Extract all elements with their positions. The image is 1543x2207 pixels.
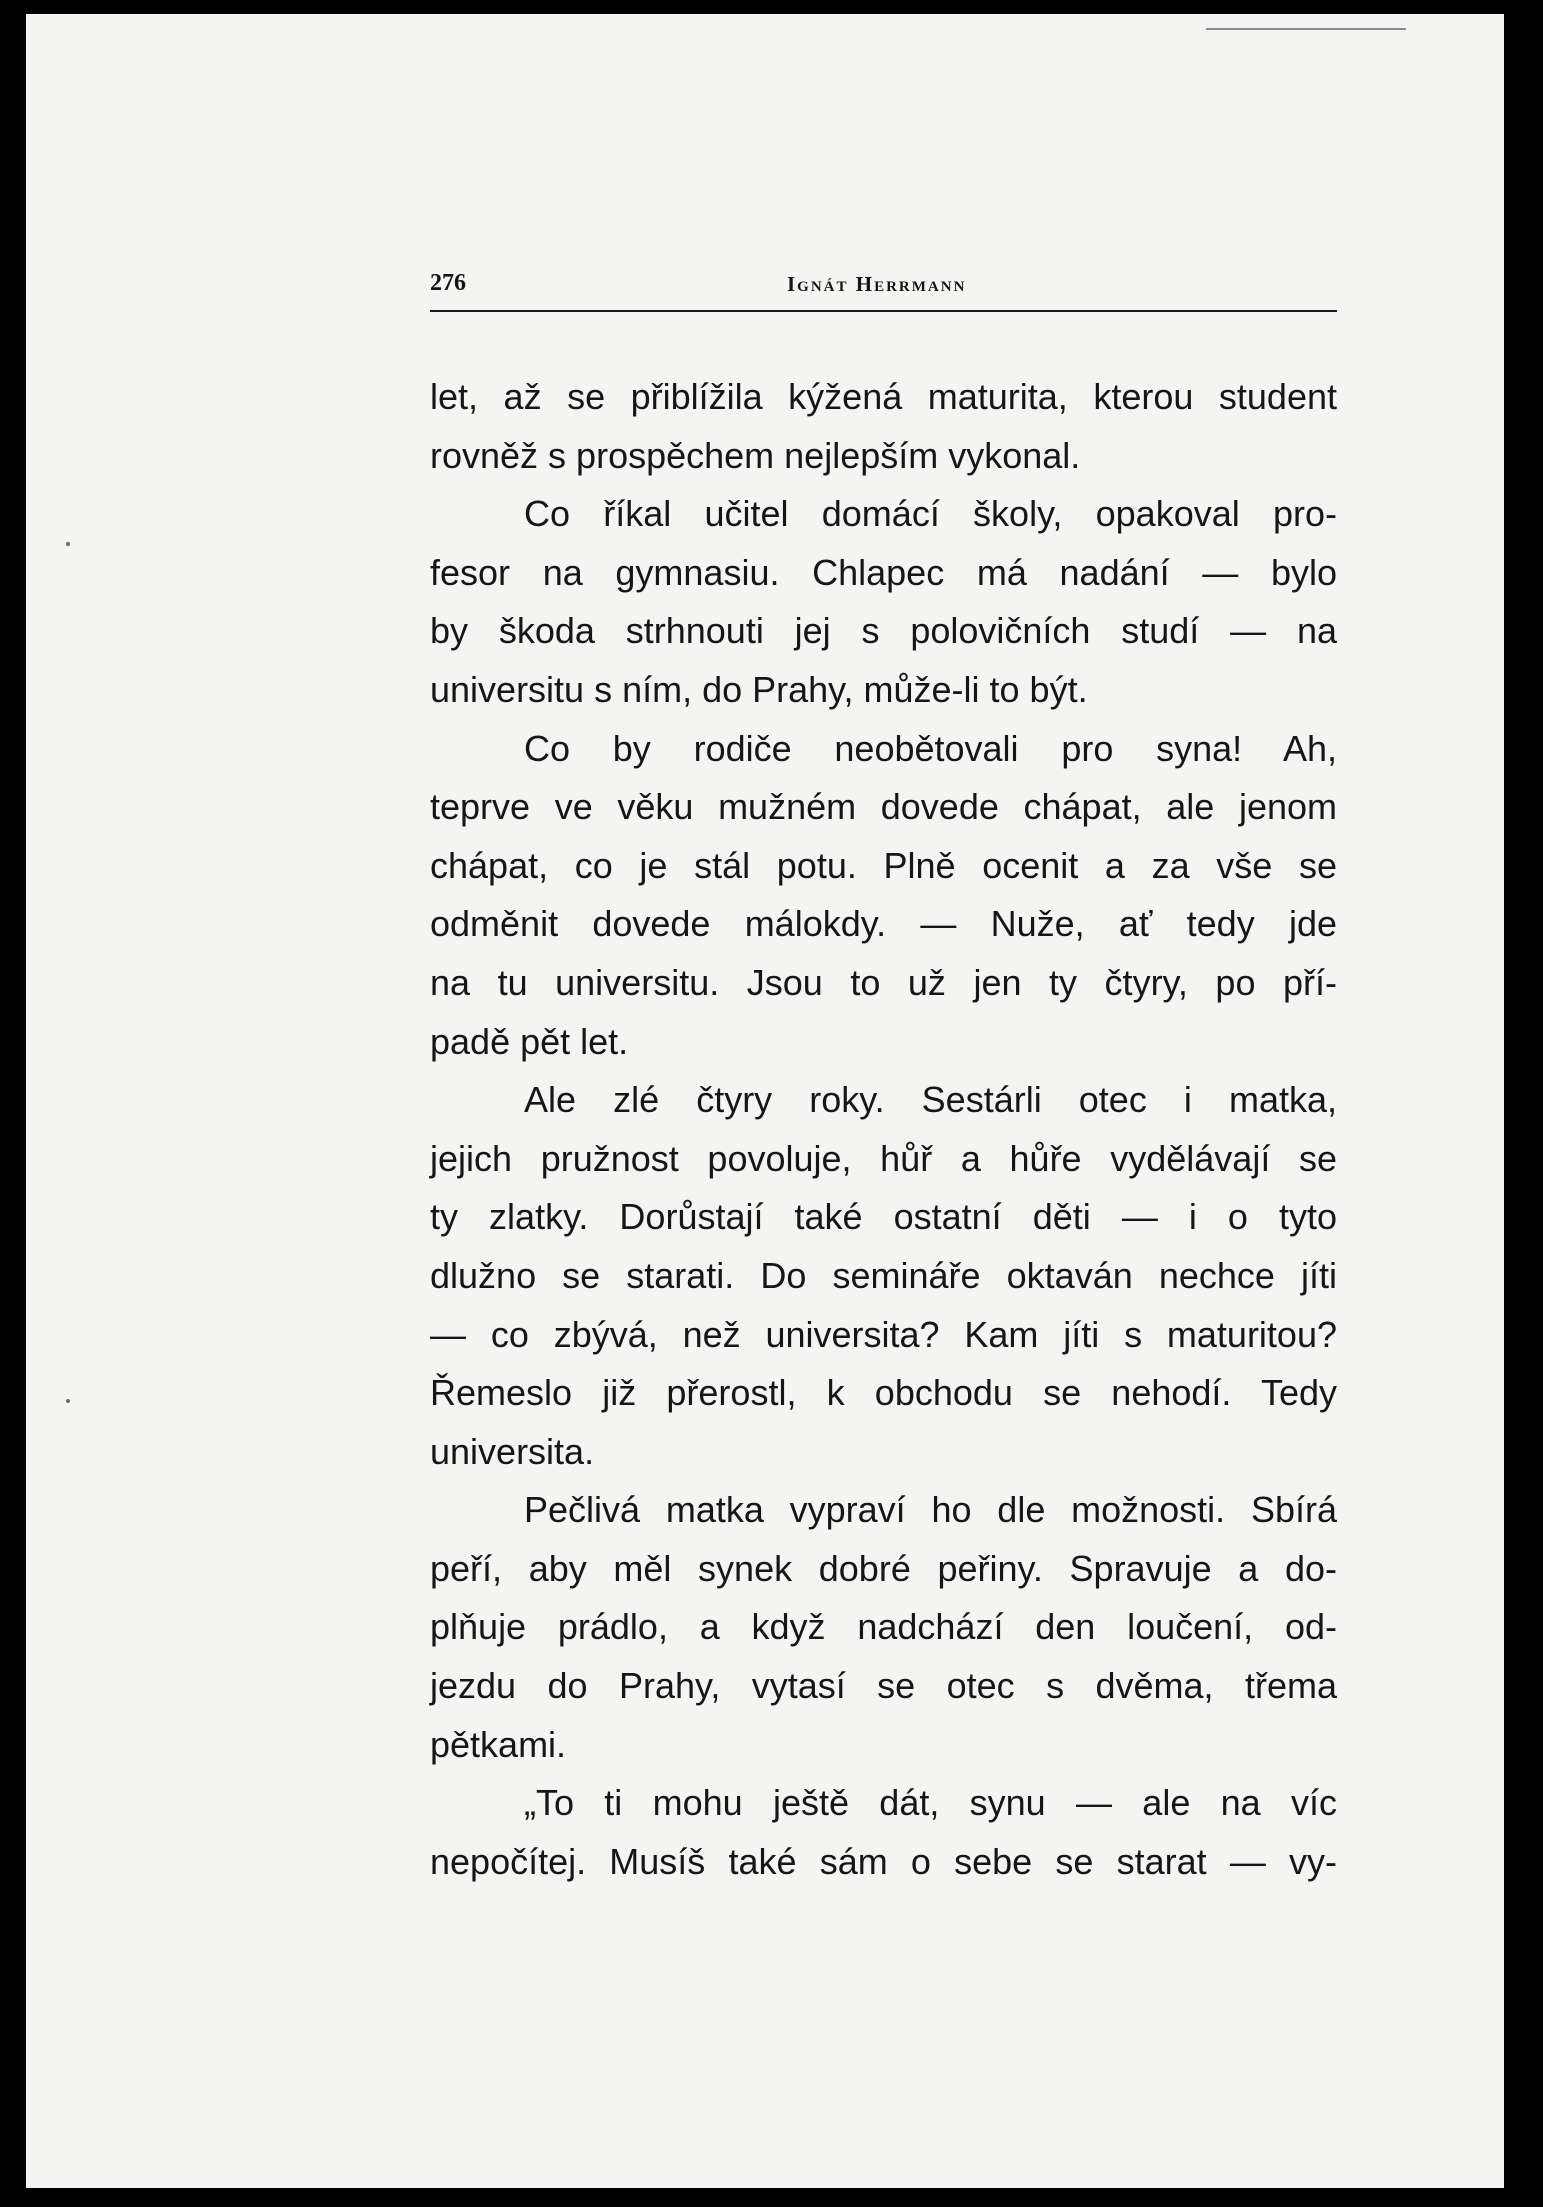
text-line: ty zlatky. Dorůstají také ostatní děti — i o tyto [430, 1196, 1337, 1238]
running-head: Ignát Herrmann [787, 272, 967, 296]
body-text [430, 368, 1337, 1891]
text-line: odměnit dovede málokdy. — Nuže, ať tedy jde [430, 903, 1337, 945]
text-line: jejich pružnost povoluje, hůř a hůře vydělávají se [430, 1137, 1337, 1179]
text-line: let, až se přiblížila kýžená maturita, kterou student [430, 376, 1337, 417]
text-line: universita. [430, 1430, 595, 1472]
scan-speck [66, 542, 70, 546]
text-line: Pečlivá matka vypraví ho dle možnosti. Sbírá [524, 1489, 1337, 1531]
page-number: 276 [430, 270, 466, 296]
text-line: rovněž s prospěchem nejlepším vykonal. [430, 434, 1081, 476]
text-line: padě pět let. [430, 1020, 629, 1062]
scan-artifact [1206, 28, 1406, 30]
text-line: pětkami. [430, 1723, 567, 1765]
text-line: universitu s ním, do Prahy, může-li to být. [430, 668, 1088, 710]
text-line: na tu universitu. Jsou to už jen ty čtyry, po pří- [430, 961, 1337, 1003]
text-line: peří, aby měl synek dobré peřiny. Spravuje a do- [430, 1547, 1337, 1589]
text-line: dlužno se starati. Do semináře oktaván nechce jíti [430, 1254, 1337, 1296]
text-line: fesor na gymnasiu. Chlapec má nadání — bylo [430, 551, 1337, 593]
text-line: chápat, co je stál potu. Plně ocenit a za vše se [430, 844, 1337, 886]
text-line: jezdu do Prahy, vytasí se otec s dvěma, třema [430, 1665, 1337, 1707]
text-line: Co by rodiče neobětovali pro syna! Ah, [524, 727, 1337, 769]
text-line: teprve ve věku mužném dovede chápat, ale jenom [430, 786, 1337, 828]
page-header [430, 262, 1337, 312]
text-line: Ale zlé čtyry roky. Sestárli otec i matka, [524, 1079, 1337, 1121]
text-line: „To ti mohu ještě dát, synu — ale na víc [524, 1782, 1337, 1824]
scan-speck [66, 1399, 70, 1403]
text-line: — co zbývá, než universita? Kam jíti s maturitou? [430, 1313, 1337, 1355]
text-line: Co říkal učitel domácí školy, opakoval pro- [524, 493, 1337, 535]
text-line: by škoda strhnouti jej s polovičních studí — na [430, 610, 1337, 652]
text-line: Řemeslo již přerostl, k obchodu se nehodí. Tedy [430, 1372, 1337, 1414]
text-line: nepočítej. Musíš také sám o sebe se starat — vy- [430, 1840, 1337, 1882]
text-line: plňuje prádlo, a když nadchází den loučení, od- [430, 1606, 1337, 1648]
book-page [26, 14, 1504, 2188]
